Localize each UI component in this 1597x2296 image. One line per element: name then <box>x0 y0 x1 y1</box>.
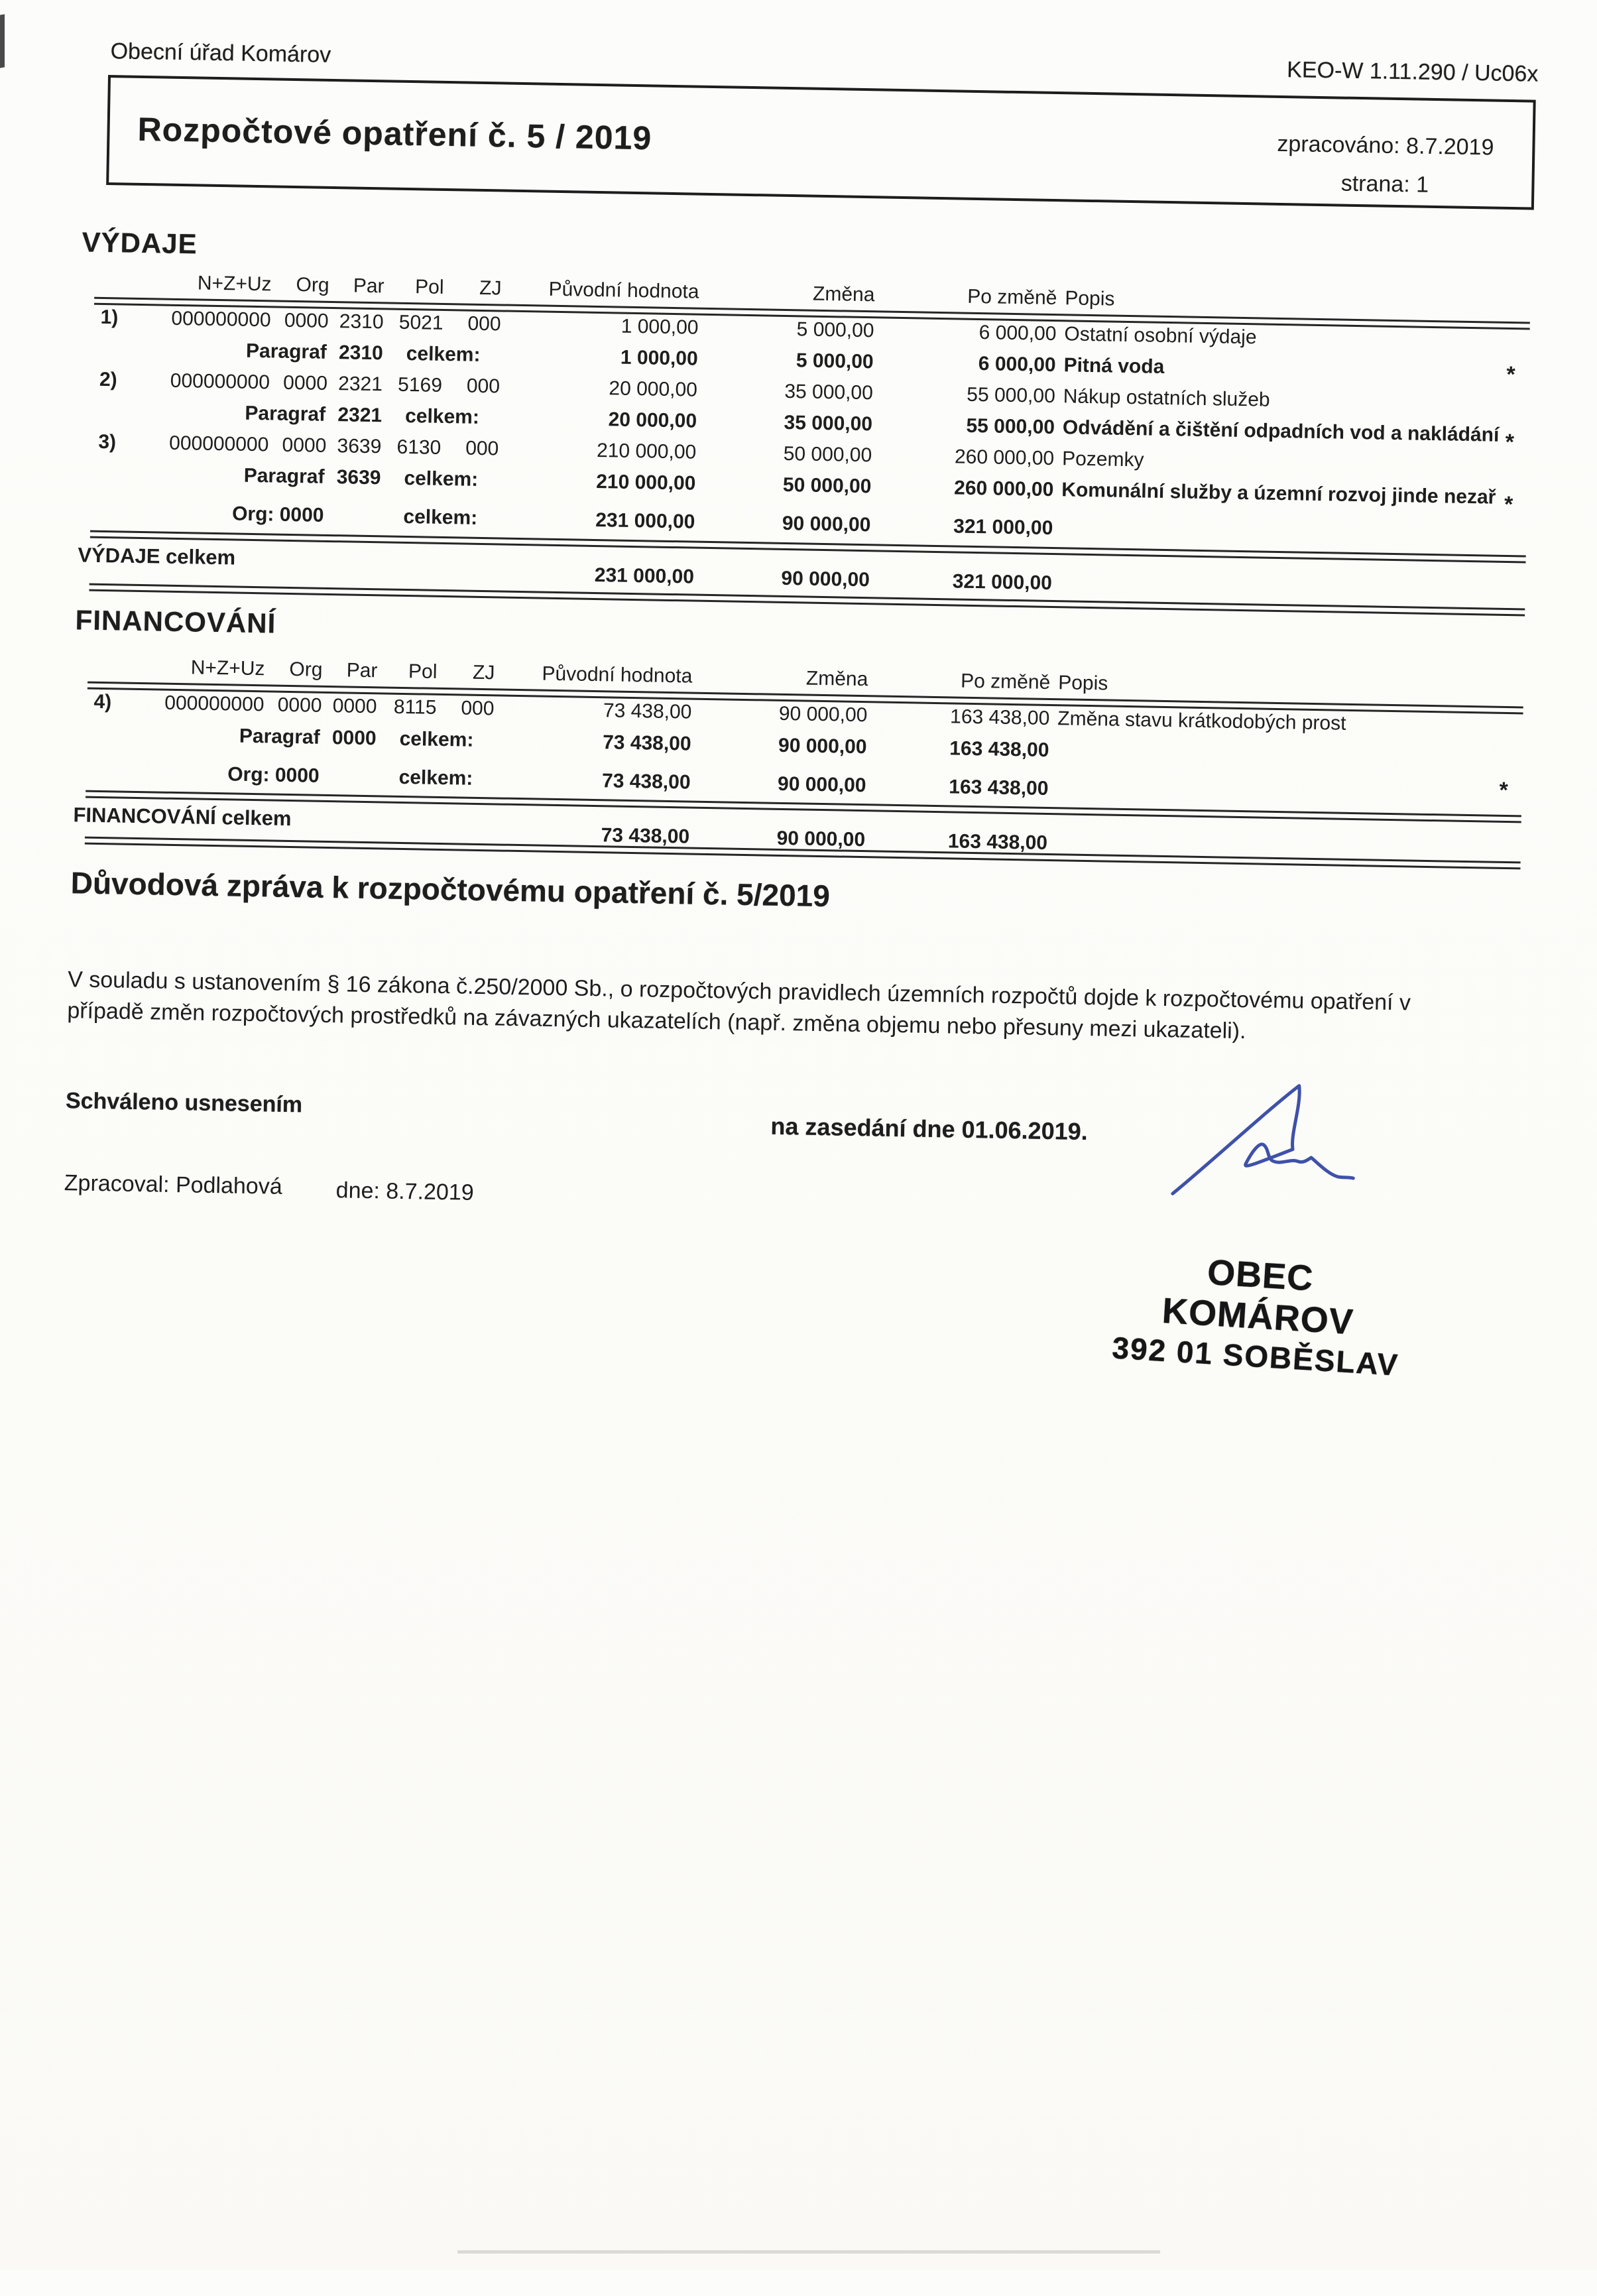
cell-original: 20 000,00 <box>609 377 698 401</box>
cell-celkem: celkem: <box>403 505 478 529</box>
cell-org: 0000 <box>277 694 322 717</box>
cell-celkem: celkem: <box>404 467 479 491</box>
col-after: Po změně <box>967 285 1057 310</box>
col-change: Změna <box>805 667 868 691</box>
cell-label: Org: 0000 <box>227 763 320 787</box>
col-par: Par <box>353 274 384 298</box>
cell-nzuz: 000000000 <box>171 307 271 332</box>
cell-par: 2310 <box>338 341 384 365</box>
cell-desc: Pitná voda <box>1063 354 1165 378</box>
star-marker: * <box>1505 429 1515 455</box>
cell-nzuz: 000000000 <box>164 692 265 716</box>
cell-par: 2310 <box>339 310 384 333</box>
cell-original: 73 438,00 <box>603 699 692 723</box>
cell-par: 2321 <box>337 404 383 427</box>
cell-change: 90 000,00 <box>777 772 866 797</box>
cell-after: 6 000,00 <box>978 353 1056 377</box>
cell-label: Paragraf <box>239 725 320 749</box>
cell-par: 3639 <box>336 466 381 489</box>
star-marker: * <box>1499 777 1509 804</box>
cell-change: 90 000,00 <box>781 567 870 591</box>
cell-change: 35 000,00 <box>784 411 873 436</box>
software-version: KEO-W 1.11.290 / Uc06x <box>1286 57 1539 87</box>
cell-label: Paragraf <box>245 339 327 363</box>
cell-label: Org: 0000 <box>231 503 324 526</box>
star-marker: * <box>1504 491 1513 518</box>
cell-original: 231 000,00 <box>594 564 695 588</box>
cell-label: Paragraf <box>245 402 326 426</box>
scan-edge-artifact <box>0 14 5 68</box>
cell-after: 321 000,00 <box>953 515 1053 540</box>
cell-change: 90 000,00 <box>776 827 866 851</box>
cell-change: 90 000,00 <box>778 702 868 727</box>
col-org: Org <box>289 658 323 681</box>
cell-after: 163 438,00 <box>949 737 1049 761</box>
report-body: V souladu s ustanovením § 16 zákona č.250/2000 Sb., o rozpočtových pravidlech územních rozpočtů dojde k rozpočtovému opatření v případě změn rozpočtových prostředků na závazných ukazatelích (např. změna objemu nebo přesuny mezi ukazateli). <box>67 967 1411 1044</box>
col-org: Org <box>296 274 329 296</box>
cell-original: 73 438,00 <box>601 770 691 794</box>
cell-nzuz: 000000000 <box>168 432 269 456</box>
cell-pol: 6130 <box>396 436 442 459</box>
office-name: Obecní úřad Komárov <box>110 38 331 68</box>
col-zj: ZJ <box>479 276 502 300</box>
cell-change: 50 000,00 <box>782 473 872 498</box>
cell-after: 321 000,00 <box>952 570 1053 595</box>
cell-original: 210 000,00 <box>596 440 697 463</box>
cell-after: 55 000,00 <box>966 414 1055 439</box>
cell-original: 1 000,00 <box>620 346 698 370</box>
title-box-meta <box>1276 125 1494 206</box>
session-date: na zasedání dne 01.06.2019. <box>770 1112 1089 1146</box>
cell-original: 73 438,00 <box>602 731 691 755</box>
cell-celkem: celkem: <box>399 727 474 751</box>
cell-org: 0000 <box>282 434 327 457</box>
cell-pol: 8115 <box>393 695 437 719</box>
cell-pol: 5021 <box>398 311 444 334</box>
document-title: Rozpočtové opatření č. 5 / 2019 <box>137 110 652 157</box>
cell-zj: 000 <box>465 437 499 460</box>
cell-zj: 000 <box>467 312 501 335</box>
section-heading-vydaje: VÝDAJE <box>82 226 198 260</box>
row-number: 1) <box>100 306 119 329</box>
approved-label: Schváleno usnesením <box>65 1088 303 1118</box>
cell-zj: 000 <box>461 697 495 720</box>
cell-zj: 000 <box>466 375 501 398</box>
processed-date: zpracováno: 8.7.2019 <box>1277 131 1494 160</box>
cell-par: 3639 <box>337 435 382 458</box>
stamp-name: OBEC KOMÁROV <box>1161 1252 1355 1343</box>
col-after: Po změně <box>960 670 1051 694</box>
cell-desc: Komunální služby a územní rozvoj jinde nezař <box>1061 479 1496 509</box>
cell-celkem: celkem: <box>398 766 473 790</box>
cell-change: 90 000,00 <box>778 734 867 758</box>
title-box <box>106 75 1536 210</box>
cell-after: 260 000,00 <box>953 477 1054 501</box>
cell-original: 1 000,00 <box>621 315 699 339</box>
col-desc: Popis <box>1065 287 1115 310</box>
cell-change: 90 000,00 <box>782 512 871 536</box>
cell-after: 55 000,00 <box>967 383 1056 408</box>
cell-par: 0000 <box>332 695 377 718</box>
cell-after: 163 438,00 <box>947 830 1048 854</box>
signature <box>1166 1074 1367 1203</box>
col-pol: Pol <box>408 660 438 683</box>
prepared-date: dne: 8.7.2019 <box>335 1178 474 1205</box>
cell-after: 163 438,00 <box>949 705 1050 729</box>
cell-original: 231 000,00 <box>595 509 695 533</box>
row-number: 4) <box>93 690 112 713</box>
row-number: 3) <box>98 430 117 453</box>
total-label: VÝDAJE celkem <box>78 543 236 570</box>
col-original: Původní hodnota <box>548 278 699 303</box>
cell-change: 5 000,00 <box>796 318 874 342</box>
col-zj: ZJ <box>472 661 495 684</box>
col-nzuz: N+Z+Uz <box>197 272 272 296</box>
cell-label: Paragraf <box>243 464 325 488</box>
row-number: 2) <box>99 368 117 391</box>
scan-bottom-artifact <box>457 2250 1160 2254</box>
cell-par: 2321 <box>337 373 383 396</box>
cell-change: 35 000,00 <box>784 380 874 404</box>
col-pol: Pol <box>414 276 444 298</box>
official-stamp <box>1102 1246 1414 1384</box>
cell-after: 260 000,00 <box>954 446 1055 470</box>
cell-original: 73 438,00 <box>601 824 690 848</box>
col-original: Původní hodnota <box>542 662 693 688</box>
col-nzuz: N+Z+Uz <box>190 656 265 680</box>
cell-change: 50 000,00 <box>783 442 872 467</box>
cell-after: 6 000,00 <box>978 322 1057 345</box>
cell-change: 5 000,00 <box>796 349 874 373</box>
star-marker: * <box>1506 361 1516 388</box>
cell-after: 163 438,00 <box>949 776 1049 800</box>
stamp-address: 392 01 SOBĚSLAV <box>1111 1330 1400 1382</box>
cell-org: 0000 <box>282 371 328 394</box>
page-number: strana: 1 <box>1340 170 1429 198</box>
cell-par: 0000 <box>331 727 377 750</box>
section-heading-financovani: FINANCOVÁNÍ <box>75 604 276 639</box>
cell-celkem: celkem: <box>404 404 480 428</box>
cell-pol: 5169 <box>397 373 443 396</box>
cell-nzuz: 000000000 <box>170 369 270 394</box>
col-change: Změna <box>812 282 875 306</box>
cell-desc: Pozemky <box>1061 448 1144 471</box>
cell-desc: Odvádění a čištění odpadních vod a nakládání <box>1062 416 1500 446</box>
total-label: FINANCOVÁNÍ celkem <box>73 803 292 831</box>
col-par: Par <box>346 659 378 682</box>
cell-celkem: celkem: <box>406 342 481 366</box>
prepared-by: Zpracoval: Podlahová <box>64 1170 283 1199</box>
cell-original: 210 000,00 <box>595 470 696 495</box>
col-desc: Popis <box>1057 672 1108 695</box>
report-heading: Důvodová zpráva k rozpočtovému opatření č. 5/2019 <box>70 865 831 914</box>
cell-org: 0000 <box>284 309 329 332</box>
cell-desc: Nákup ostatních služeb <box>1063 385 1270 411</box>
cell-original: 20 000,00 <box>608 408 697 432</box>
cell-desc: Ostatní osobní výdaje <box>1064 323 1257 349</box>
cell-desc: Změna stavu krátkodobých prost <box>1057 707 1346 735</box>
